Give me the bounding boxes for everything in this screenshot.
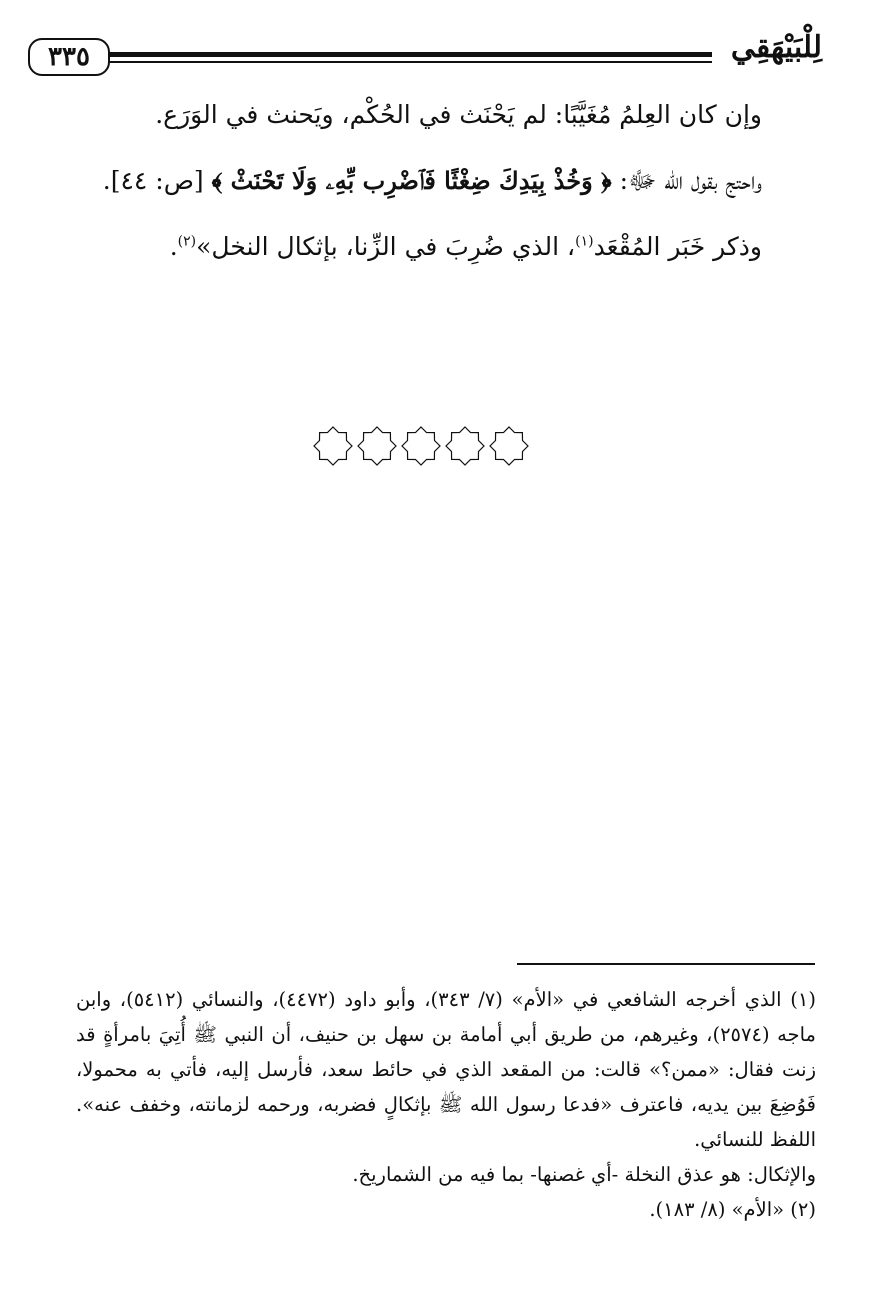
verse-intro: واحتج بقول الله ﷻ:: [619, 166, 762, 195]
octagram-star-icon: [312, 425, 354, 467]
page-number: ٣٣٥: [48, 42, 90, 72]
running-title: لِلْبَيْهَقِي: [730, 30, 822, 65]
footnote-1-gloss: والإثكال: هو عذق النخلة -أي غصنها- بما فيه من الشماريخ.: [352, 1163, 816, 1186]
quran-verse: ﴿ وَخُذْ بِيَدِكَ ضِغْثًا فَٱضْرِب بِّهِۦ وَلَا تَحْنَثْ ﴾: [211, 166, 612, 195]
line3-text-a: وذكر خَبَر المُقْعَد: [593, 232, 762, 261]
footnote-ref-1: (١): [575, 233, 594, 250]
verse-reference: [ص: ٤٤].: [102, 166, 204, 195]
body-line-3: [122, 234, 762, 300]
line3-text-b: ، الذي ضُرِبَ في الزِّنا، بإثكال النخل»: [196, 232, 576, 261]
body-text: [102, 100, 762, 300]
body-line-2: [102, 166, 762, 234]
octagram-star-icon: [400, 425, 442, 467]
line3-end: .: [169, 232, 178, 261]
footnote-ref-2: (٢): [177, 233, 197, 250]
footnotes: [76, 982, 816, 1227]
header-rule-thin: [110, 61, 712, 63]
octagram-star-icon: [444, 425, 486, 467]
page-number-box: [28, 38, 110, 76]
footnote-separator: [517, 963, 815, 965]
body-line-1: وإن كان العِلمُ مُغَيَّبًا: لم يَحْنَث في الحُكْم، ويَحنث في الوَرَع.: [155, 100, 762, 129]
header-rule-thick: [110, 52, 712, 57]
octagram-star-icon: [488, 425, 530, 467]
footnote-1: (١) الذي أخرجه الشافعي في «الأم» (٧/ ٣٤٣)، وأبو داود (٤٤٧٢)، والنسائي (٥٤١٢)، وابن ماجه (٢٥٧٤)، وغيرهم، من طريق أبي أمامة بن سهل بن حنيف، أن النبي ﷺ أُتِيَ بامرأةٍ قد زنت فقال: «ممن؟» قالت: من المقعد الذي في حائط سعد، فأرسل إليه، فأتي به محمولا، فَوُضِعَ بين يديه، فاعترف «فدعا رسول الله ﷺ بإثكالٍ فضربه، ورحمه لزمانته، وخفف عنه». اللفظ للنسائي.: [76, 988, 816, 1151]
footnote-2: (٢) «الأم» (٨/ ١٨٣).: [649, 1198, 816, 1221]
section-ornament: [312, 425, 530, 469]
octagram-star-icon: [356, 425, 398, 467]
